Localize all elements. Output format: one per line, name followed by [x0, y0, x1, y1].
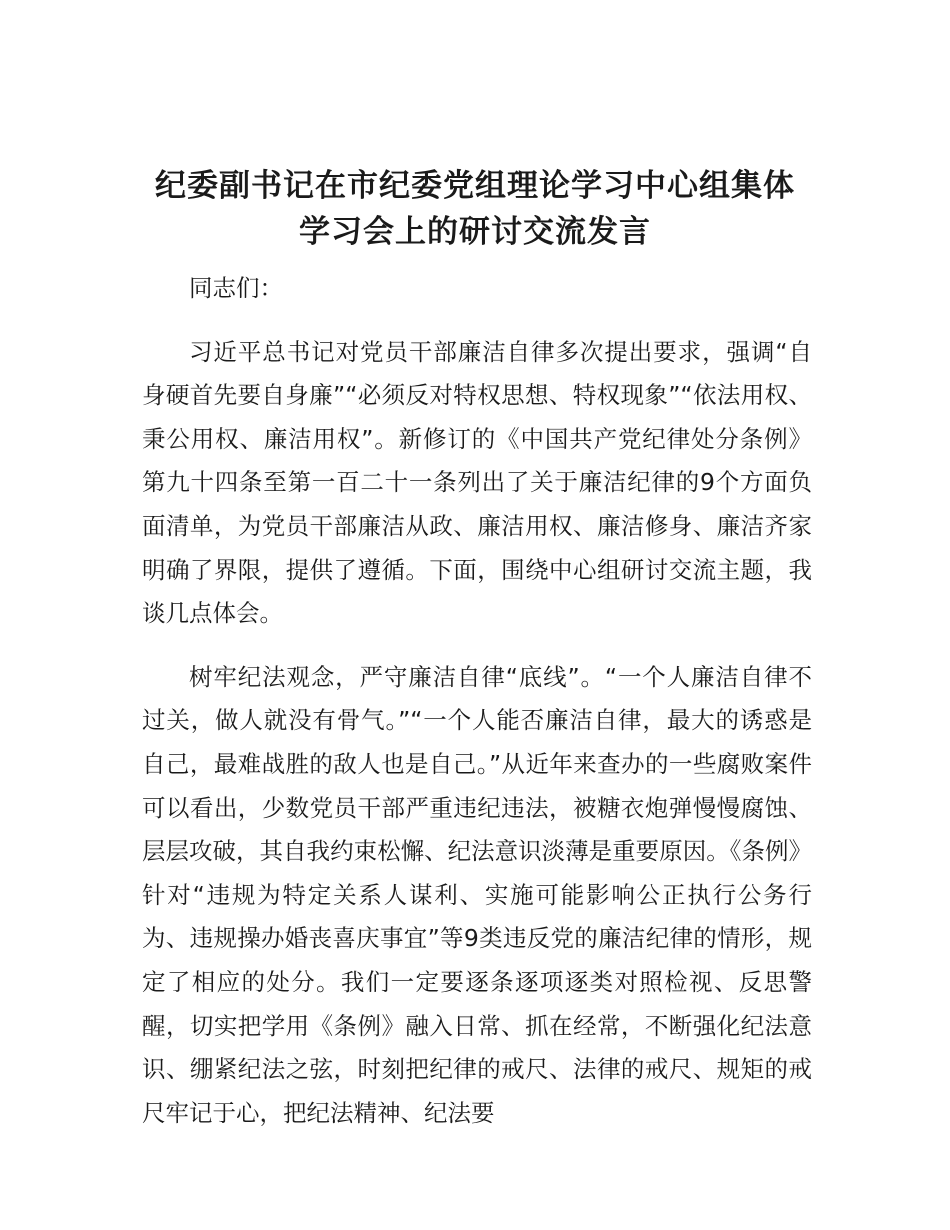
document-body [142, 267, 812, 1155]
title-line-1: 纪委副书记在市纪委党组理论学习中心组集体 [155, 168, 795, 204]
title-line-2: 学习会上的研讨交流发言 [299, 214, 651, 250]
salutation: 同志们： [189, 274, 283, 302]
paragraph-1: 习近平总书记对党员干部廉洁自律多次提出要求，强调“自身硬首先要自身廉”“必须反对特权思想、特权现象”“依法用权、秉公用权、廉洁用权”。新修订的《中国共产党纪律处分条例》第九十四条至第一百二十一条列出了关于廉洁纪律的9个方面负面清单，为党员干部廉洁从政、廉洁用权、廉洁修身、廉洁齐家明确了界限，提供了遵循。下面，围绕中心组研讨交流主题，我谈几点体会。 [142, 337, 812, 628]
paragraph-2: 树牢纪法观念，严守廉洁自律“底线”。“一个人廉洁自律不过关，做人就没有骨气。”“一个人能否廉洁自律，最大的诱惑是自己，最难战胜的敌人也是自己。”从近年来查办的一些腐败案件可以看出，少数党员干部严重违纪违法，被糖衣炮弹慢慢腐蚀、层层攻破，其自我约束松懈、纪法意识淡薄是重要原因。《条例》针对“违规为特定关系人谋利、实施可能影响公正执行公务行为、违规操办婚丧喜庆事宜”等9类违反党的廉洁纪律的情形，规定了相应的处分。我们一定要逐条逐项逐类对照检视、反思警醒，切实把学用《条例》融入日常、抓在经常，不断强化纪法意识、绷紧纪法之弦，时刻把纪律的戒尺、法律的戒尺、规矩的戒尺牢记于心，把纪法精神、纪法要 [142, 662, 812, 1127]
document-title [120, 163, 830, 255]
